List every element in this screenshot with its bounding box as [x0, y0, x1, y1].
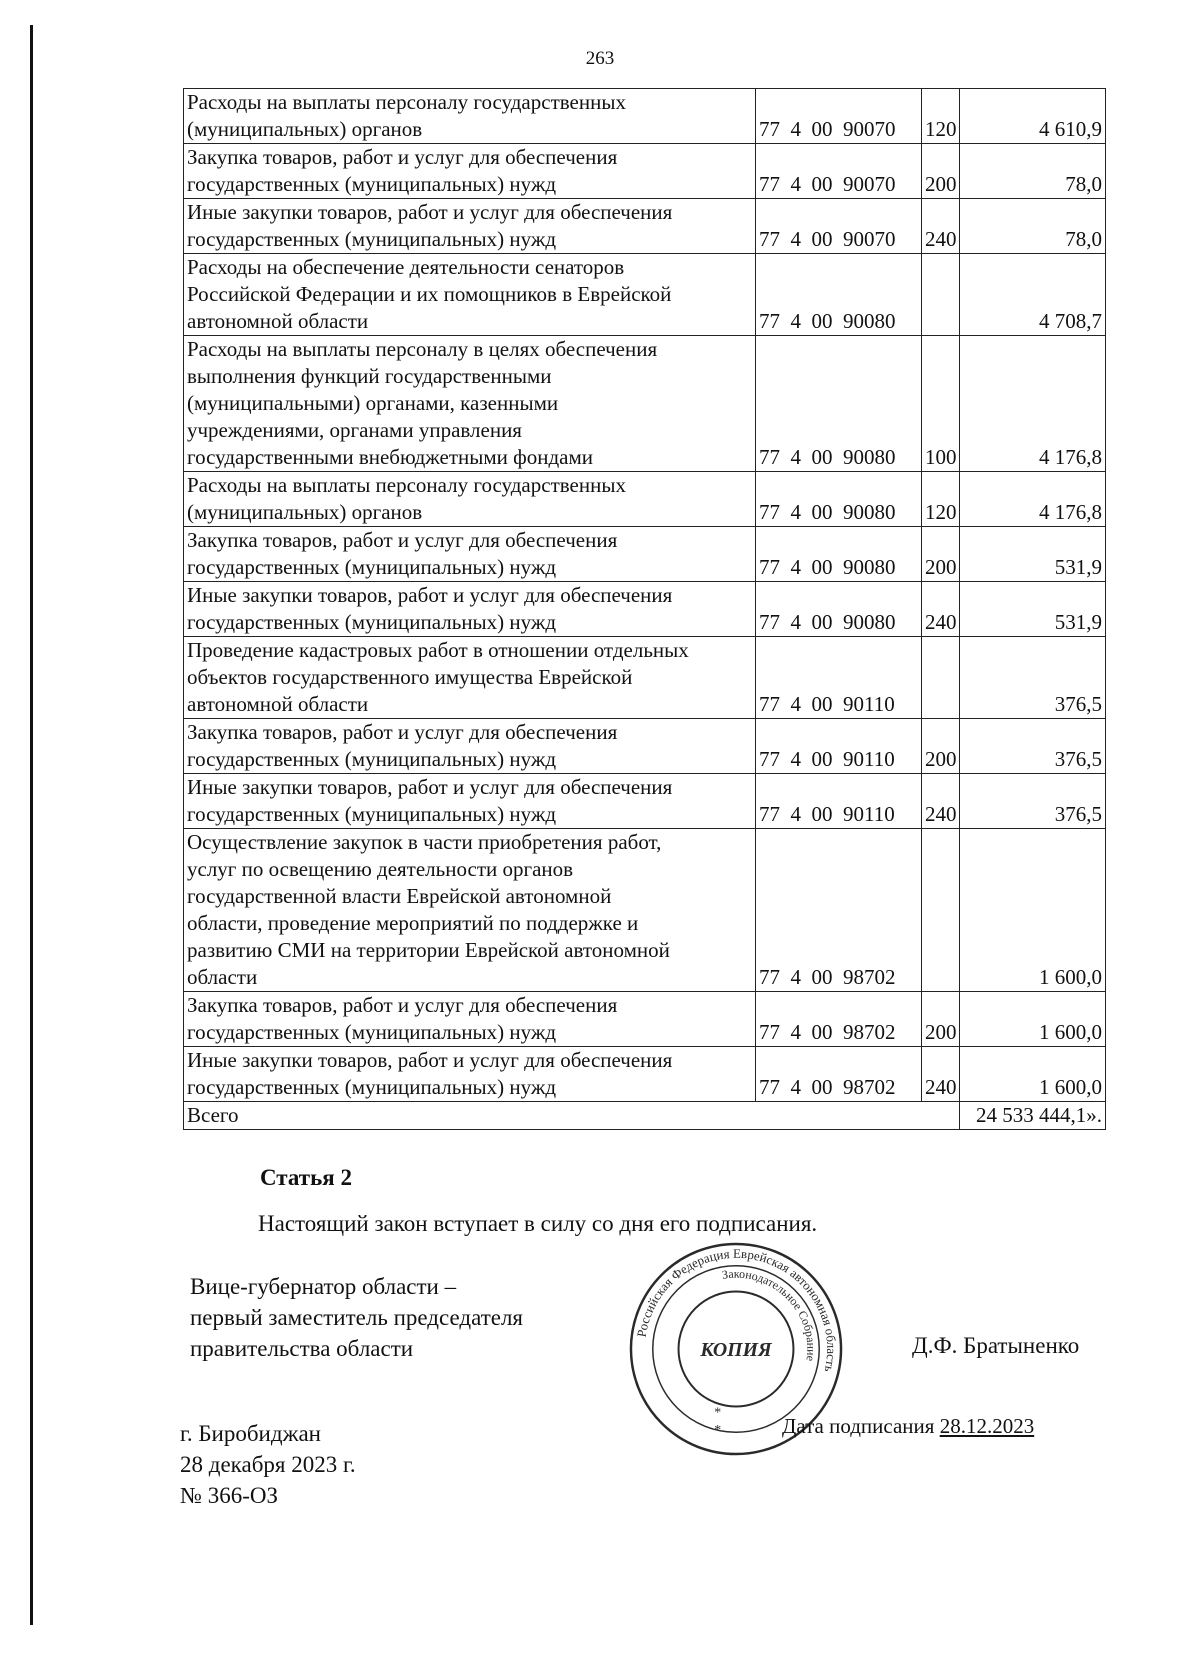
expense-type-code: 200	[922, 527, 960, 582]
expense-name	[184, 719, 756, 774]
amount: 4 176,8	[960, 472, 1106, 527]
expense-name-line: государственных (муниципальных) нужд	[187, 555, 557, 579]
stamp-star-icon: *	[714, 1405, 722, 1421]
law-number: № 366-ОЗ	[180, 1483, 278, 1508]
table-row	[184, 144, 1106, 199]
target-article-code: 77 4 00 90070	[756, 144, 922, 199]
expense-name-line: государственных (муниципальных) нужд	[187, 802, 557, 826]
expense-name-line: Иные закупки товаров, работ и услуг для обеспечения	[187, 1048, 673, 1072]
expense-type-code: 240	[922, 774, 960, 829]
expense-name-line: государственных (муниципальных) нужд	[187, 172, 557, 196]
target-article-code: 77 4 00 90080	[756, 336, 922, 472]
expense-name-line: Расходы на выплаты персоналу в целях обеспечения	[187, 337, 658, 361]
table-row	[184, 336, 1106, 472]
expense-name	[184, 144, 756, 199]
expense-name-line: услуг по освещению деятельности органов	[187, 857, 574, 881]
expense-name-line: объектов государственного имущества Еврейской	[187, 665, 633, 689]
budget-table-body	[184, 89, 1106, 1130]
amount: 78,0	[960, 144, 1106, 199]
expense-type-code: 200	[922, 144, 960, 199]
table-row	[184, 637, 1106, 719]
expense-name-line: государственных (муниципальных) нужд	[187, 747, 557, 771]
expense-type-code	[922, 637, 960, 719]
target-article-code: 77 4 00 90080	[756, 527, 922, 582]
entry-into-force-statement: Настоящий закон вступает в силу со дня его подписания.	[258, 1211, 818, 1236]
expense-name-line: Проведение кадастровых работ в отношении отдельных	[187, 638, 689, 662]
expense-type-code	[922, 829, 960, 992]
expense-name	[184, 89, 756, 144]
amount: 4 610,9	[960, 89, 1106, 144]
amount: 376,5	[960, 774, 1106, 829]
expense-type-code: 200	[922, 719, 960, 774]
expense-name-line: Иные закупки товаров, работ и услуг для обеспечения	[187, 775, 673, 799]
signing-date-value: 28.12.2023	[939, 1414, 1035, 1438]
signer-position-line: Вице-губернатор области –	[190, 1274, 457, 1299]
expense-name-line: государственной власти Еврейской автономной	[187, 884, 612, 908]
target-article-code: 77 4 00 90110	[756, 637, 922, 719]
amount: 531,9	[960, 582, 1106, 637]
expense-name	[184, 774, 756, 829]
amount: 376,5	[960, 719, 1106, 774]
amount: 1 600,0	[960, 829, 1106, 992]
expense-type-code: 200	[922, 992, 960, 1047]
expense-name-line: (муниципальных) органов	[187, 500, 423, 524]
expense-name-line: Расходы на выплаты персоналу государственных	[187, 473, 626, 497]
target-article-code: 77 4 00 90070	[756, 89, 922, 144]
amount: 531,9	[960, 527, 1106, 582]
target-article-code: 77 4 00 90110	[756, 774, 922, 829]
expense-name	[184, 472, 756, 527]
stamp-star-icon: *	[714, 1423, 722, 1439]
signer-name: Д.Ф. Братыненко	[912, 1333, 1080, 1358]
total-label: Всего	[184, 1102, 960, 1130]
target-article-code: 77 4 00 90080	[756, 472, 922, 527]
expense-name-line: области, проведение мероприятий по поддержке и	[187, 911, 639, 935]
article-title: Статья 2	[260, 1165, 352, 1190]
expense-name-line: Закупка товаров, работ и услуг для обеспечения	[187, 528, 618, 552]
stamp-center-text: КОПИЯ	[700, 1338, 772, 1361]
table-row	[184, 582, 1106, 637]
total-amount: 24 533 444,1».	[960, 1102, 1106, 1130]
expense-name	[184, 637, 756, 719]
page-number: 263	[585, 48, 615, 69]
expense-name-line: государственных (муниципальных) нужд	[187, 1075, 557, 1099]
expense-name-line: Закупка товаров, работ и услуг для обеспечения	[187, 720, 618, 744]
expense-name	[184, 829, 756, 992]
expense-type-code	[922, 254, 960, 336]
expense-name-line: автономной области	[187, 309, 369, 333]
expense-name-line: государственных (муниципальных) нужд	[187, 610, 557, 634]
target-article-code: 77 4 00 98702	[756, 992, 922, 1047]
expense-name-line: Российской Федерации и их помощников в Еврейской	[187, 282, 672, 306]
place-and-date	[180, 1418, 356, 1511]
table-row	[184, 527, 1106, 582]
expense-name	[184, 582, 756, 637]
target-article-code: 77 4 00 90080	[756, 254, 922, 336]
amount: 376,5	[960, 637, 1106, 719]
expense-name-line: государственными внебюджетными фондами	[187, 445, 594, 469]
table-row	[184, 1047, 1106, 1102]
expense-name-line: (муниципальными) органами, казенными	[187, 391, 559, 415]
expense-name-line: Иные закупки товаров, работ и услуг для обеспечения	[187, 200, 673, 224]
budget-table	[183, 88, 1106, 1130]
signer-position-line: правительства области	[190, 1336, 414, 1361]
signer-position	[190, 1271, 523, 1364]
expense-name-line: (муниципальных) органов	[187, 117, 423, 141]
expense-name-line: Закупка товаров, работ и услуг для обеспечения	[187, 993, 618, 1017]
margin-line	[30, 25, 33, 1625]
expense-name	[184, 1047, 756, 1102]
signing-date-block	[782, 1414, 1034, 1439]
table-row	[184, 719, 1106, 774]
table-row	[184, 774, 1106, 829]
expense-name	[184, 992, 756, 1047]
table-row	[184, 992, 1106, 1047]
expense-name-line: Закупка товаров, работ и услуг для обеспечения	[187, 145, 618, 169]
expense-name-line: государственных (муниципальных) нужд	[187, 1020, 557, 1044]
amount: 78,0	[960, 199, 1106, 254]
expense-name-line: Расходы на обеспечение деятельности сенаторов	[187, 255, 625, 279]
amount: 1 600,0	[960, 1047, 1106, 1102]
expense-name	[184, 527, 756, 582]
expense-type-code: 240	[922, 582, 960, 637]
amount: 4 176,8	[960, 336, 1106, 472]
target-article-code: 77 4 00 90080	[756, 582, 922, 637]
expense-type-code: 100	[922, 336, 960, 472]
table-row-total	[184, 1102, 1106, 1130]
table-row	[184, 199, 1106, 254]
expense-name-line: Расходы на выплаты персоналу государственных	[187, 90, 626, 114]
table-row	[184, 829, 1106, 992]
expense-type-code: 120	[922, 472, 960, 527]
law-date: 28 декабря 2023 г.	[180, 1452, 356, 1477]
expense-name-line: выполнения функций государственными	[187, 364, 552, 388]
target-article-code: 77 4 00 98702	[756, 829, 922, 992]
expense-type-code: 240	[922, 199, 960, 254]
expense-name-line: государственных (муниципальных) нужд	[187, 227, 557, 251]
amount: 4 708,7	[960, 254, 1106, 336]
expense-name-line: области	[187, 965, 258, 989]
expense-name-line: Осуществление закупок в части приобретения работ,	[187, 830, 662, 854]
table-row	[184, 89, 1106, 144]
expense-name	[184, 336, 756, 472]
expense-type-code: 240	[922, 1047, 960, 1102]
expense-name	[184, 199, 756, 254]
amount: 1 600,0	[960, 992, 1106, 1047]
signing-date-label: Дата подписания	[782, 1414, 935, 1438]
table-row	[184, 254, 1106, 336]
stamp-outer-text: Российская Федерация Еврейская автономная область	[634, 1246, 839, 1374]
target-article-code: 77 4 00 90110	[756, 719, 922, 774]
expense-name	[184, 254, 756, 336]
expense-type-code: 120	[922, 89, 960, 144]
target-article-code: 77 4 00 98702	[756, 1047, 922, 1102]
stamp-inner-text: Законодательное Собрание	[721, 1266, 819, 1362]
place: г. Биробиджан	[180, 1421, 321, 1446]
signer-position-line: первый заместитель председателя	[190, 1305, 524, 1330]
table-row	[184, 472, 1106, 527]
expense-name-line: Иные закупки товаров, работ и услуг для обеспечения	[187, 583, 673, 607]
expense-name-line: автономной области	[187, 692, 369, 716]
target-article-code: 77 4 00 90070	[756, 199, 922, 254]
expense-name-line: развитию СМИ на территории Еврейской автономной	[187, 938, 670, 962]
expense-name-line: учреждениями, органами управления	[187, 418, 522, 442]
